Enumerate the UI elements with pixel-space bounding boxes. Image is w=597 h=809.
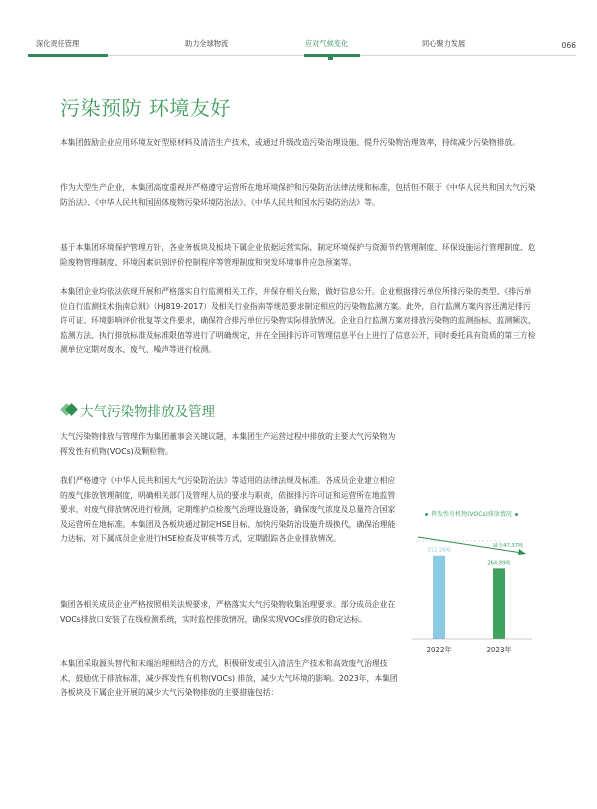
nav-item-development[interactable]: 同心聚力发展 xyxy=(422,39,466,48)
nav-divider xyxy=(28,55,576,56)
subsection-paragraph-2: 我们严格遵守《中华人民共和国大气污染防治法》等适用的法律法规及标准。各成员企业建立相应的废气排放管理制度，明确相关部门及管理人员的要求与职责，依据排污许可证和运营所在地监管要求，对废气排放情况进行检测，定期维护点检废气治理设施设备，确保废气浓度及总量符合国家及运营所在地标准。本集团及各板块通过制定HSE目标、加快污染防治设施升级换代，确保治理能力达标，对下属成员企业进行HSE检查及审核等方式，定期跟踪各企业排放情况。 xyxy=(60,476,396,543)
subsection-paragraph-3: 集团各相关成员企业严格按照相关法规要求，严格落实大气污染物收集治理要求。部分成员企业在VOCs排放口安装了在线检测系统，实时监控排放情况，确保实现VOCs排放的稳定达标。 xyxy=(60,600,396,624)
section-paragraph-1: 本集团鼓励企业应用环境友好型原材料及清洁生产技术，或通过升级改造污染治理设施、提升污染物治理效率，持续减少污染物排放。 xyxy=(60,138,521,147)
chart-title: 挥发性有机物(VOCs)排放情况 xyxy=(431,511,512,518)
nav-item-climate[interactable]: 应对气候变化 xyxy=(305,39,349,48)
section-paragraph-4: 本集团企业均依法依规开展和严格落实自行监测相关工作，并保存相关台账，做好信息公开。企业根据排污单位所排污染的类型、《排污单位自行监测技术指南总则》（HJ819-2017）及相关行业指南等规范要求制定相应的污染物监测方案。此外，自行监测方案内容还满足排污许可证、环境影响评价批复等文件要求，确保符合排污单位污染物实际排放情况。企业自行监测方案对排放污染物的监测指标、监测频次、监测方法、执行排放标准及标准限值等进行了明确规定，并在全国排污许可管理信息平台上进行了信息公开，同时委托具有资质的第三方检测单位定期对废水、废气、噪声等进行检测。 xyxy=(60,287,536,354)
arrow-head-icon xyxy=(518,549,526,555)
bar-value-label: 312.26吨 xyxy=(427,547,451,554)
section-paragraph-3: 基于本集团环境保护管理方针，各业务板块及板块下属企业依据运营实际，制定环境保护与资源节约管理制度、环保设施运行管理制度、危险废物管理制度、环境因素识别评价控制程序等管理制度和突发环境事件应急预案等。 xyxy=(60,243,536,267)
subsection-paragraph-1: 大气污染物排放与管理作为集团董事会关键议题，本集团生产运营过程中排放的主要大气污染物为挥发性有机物(VOCs)及颗粒物。 xyxy=(60,432,396,456)
chart-canvas xyxy=(404,495,539,665)
page-number: 066 xyxy=(561,41,576,50)
bar-2023年 xyxy=(493,568,505,639)
nav-item-responsibility[interactable]: 深化责任管理 xyxy=(36,39,80,48)
annotation-label: 减少47.37吨 xyxy=(492,543,524,549)
bar-2022年 xyxy=(433,556,445,639)
bar-value-label: 264.89吨 xyxy=(487,560,511,567)
category-label: 2022年 xyxy=(426,646,452,654)
subsection-paragraph-4: 本集团采取源头替代和末端治理相结合的方式，积极研发或引入清洁生产技术和高效废气治理技术，鼓励优于排放标准，减少挥发性有机物(VOCs) 排放，减少大气环境的影响。2023年，本集团各板块及下属企业开展的减少大气污染物排放的主要措施包括： xyxy=(60,659,398,697)
category-label: 2023年 xyxy=(486,646,512,654)
top-nav xyxy=(28,36,576,56)
nav-segment-1 xyxy=(28,54,108,57)
subsection-title: 大气污染物排放及管理 xyxy=(80,404,215,420)
nav-active-marker xyxy=(328,55,333,60)
section-title: 污染预防 环境友好 xyxy=(60,96,231,120)
vocs-chart xyxy=(404,495,539,665)
section-paragraph-2: 作为大型生产企业，本集团高度重视并严格遵守运营所在地环境保护和污染防治法律法规和标准，包括但不限于《中华人民共和国大气污染防治法》、《中华人民共和国固体废物污染环境防治法》、《中华人民共和国水污染防治法》等。 xyxy=(60,183,536,207)
nav-item-logistics[interactable]: 助力全球物流 xyxy=(185,39,229,48)
